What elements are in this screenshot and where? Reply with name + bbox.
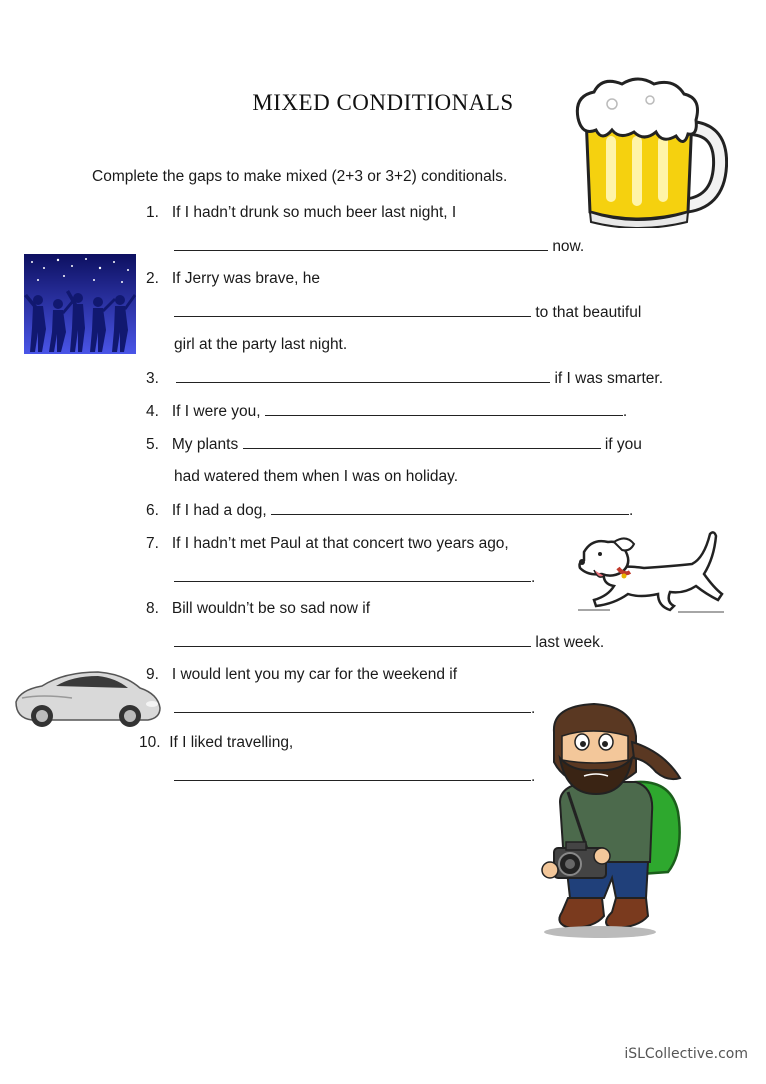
- item-text: If I hadn’t met Paul at that concert two years ago,: [171, 535, 509, 552]
- item-9-line-2: [174, 698, 535, 719]
- item-text: .: [531, 700, 536, 717]
- item-text: .: [531, 768, 536, 785]
- car-icon: [12, 664, 162, 730]
- item-text: last week.: [535, 634, 605, 651]
- item-9-line-1: [146, 665, 457, 685]
- item-text: If I liked travelling,: [169, 734, 294, 751]
- item-4-line-1: [146, 401, 627, 422]
- item-8-line-1: [146, 599, 370, 619]
- answer-blank[interactable]: [174, 302, 531, 317]
- item-number: 1.: [146, 204, 159, 221]
- item-number: 6.: [146, 502, 159, 519]
- item-1-line-1: [146, 203, 456, 223]
- item-number: 3.: [146, 370, 159, 387]
- item-3-line-1: [146, 368, 663, 389]
- item-number: 5.: [146, 436, 159, 453]
- page-title: MIXED CONDITIONALS: [252, 90, 514, 115]
- item-10-line-2: [174, 766, 535, 787]
- item-text: if you: [604, 436, 642, 453]
- item-number: 10.: [139, 734, 161, 751]
- item-text: If I had a dog,: [171, 502, 267, 519]
- answer-blank[interactable]: [174, 236, 548, 251]
- footer-brand: iSLCollective: [624, 1046, 714, 1062]
- party-dancers-icon: [24, 254, 136, 354]
- item-number: 7.: [146, 535, 159, 552]
- answer-blank[interactable]: [174, 567, 531, 582]
- beer-mug-icon: [572, 76, 728, 228]
- answer-blank[interactable]: [174, 698, 531, 713]
- answer-blank[interactable]: [271, 500, 629, 515]
- item-number: 8.: [146, 600, 159, 617]
- item-2-line-3: [174, 335, 347, 355]
- item-text: If I hadn’t drunk so much beer last night, I: [171, 204, 457, 221]
- dog-icon: [574, 528, 726, 614]
- item-1-line-2: [174, 236, 584, 257]
- item-text: girl at the party last night.: [174, 336, 348, 353]
- item-text: If I were you,: [171, 403, 261, 420]
- backpacker-icon: [540, 702, 690, 942]
- item-text: .: [622, 403, 628, 420]
- item-text: had watered them when I was on holiday.: [174, 468, 459, 485]
- item-text: to that beautiful: [535, 304, 642, 321]
- item-text: My plants: [171, 436, 239, 453]
- item-8-line-2: [174, 632, 604, 653]
- item-2-line-2: [174, 302, 641, 323]
- answer-blank[interactable]: [174, 632, 531, 647]
- item-text: .: [628, 502, 634, 519]
- item-number: 2.: [146, 270, 159, 287]
- item-5-line-2: [174, 467, 458, 487]
- answer-blank[interactable]: [265, 401, 623, 416]
- item-7-line-1: [146, 534, 509, 554]
- item-text: now.: [552, 238, 585, 255]
- item-number: 4.: [146, 403, 159, 420]
- item-6-line-1: [146, 500, 633, 521]
- item-text: .: [531, 569, 536, 586]
- item-text: if I was smarter.: [554, 370, 664, 387]
- footer-domain: .com: [713, 1046, 748, 1062]
- item-number: 9.: [146, 666, 159, 683]
- answer-blank[interactable]: [174, 766, 531, 781]
- item-10-line-1: [139, 733, 293, 753]
- item-7-line-2: [174, 567, 535, 588]
- answer-blank[interactable]: [176, 368, 550, 383]
- item-text: I would lent you my car for the weekend if: [171, 666, 458, 683]
- answer-blank[interactable]: [243, 434, 601, 449]
- item-text: If Jerry was brave, he: [171, 270, 321, 287]
- item-text: Bill wouldn’t be so sad now if: [171, 600, 371, 617]
- footer-watermark: [624, 1046, 748, 1062]
- item-5-line-1: [146, 434, 642, 455]
- item-2-line-1: [146, 269, 320, 289]
- instructions: Complete the gaps to make mixed (2+3 or 3+2) conditionals.: [92, 168, 508, 185]
